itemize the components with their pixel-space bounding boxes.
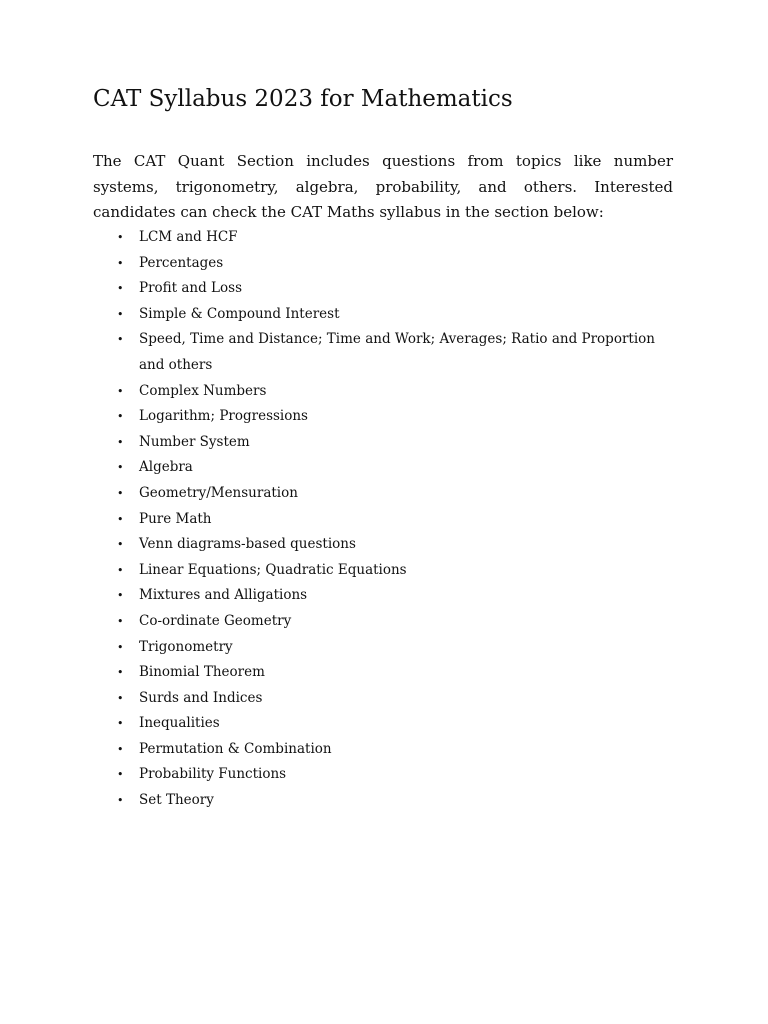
list-item xyxy=(93,327,673,378)
bullet-icon: • xyxy=(117,538,124,552)
list-item-label: Complex Numbers xyxy=(139,382,267,399)
bullet-icon: • xyxy=(117,563,124,577)
list-item xyxy=(93,507,673,533)
bullet-icon: • xyxy=(117,640,124,654)
list-item-label: Co-ordinate Geometry xyxy=(139,612,292,629)
bullet-icon: • xyxy=(117,256,124,270)
list-item-label: Simple & Compound Interest xyxy=(139,305,340,322)
list-item xyxy=(93,686,673,712)
list-item-label: Set Theory xyxy=(139,792,214,809)
bullet-icon: • xyxy=(117,333,124,347)
bullet-icon: • xyxy=(117,691,124,705)
list-item xyxy=(93,481,673,507)
list-item xyxy=(93,558,673,584)
list-item-label: Geometry/Mensuration xyxy=(139,484,298,501)
list-item xyxy=(93,583,673,609)
bullet-icon: • xyxy=(117,512,124,526)
list-item-label: Venn diagrams-based questions xyxy=(139,536,356,553)
bullet-icon: • xyxy=(117,794,124,808)
list-item-label: Mixtures and Alligations xyxy=(139,587,308,604)
list-item xyxy=(93,251,673,277)
list-item-label: Speed, Time and Distance; Time and Work; Averages; Ratio and Proportion and others xyxy=(139,331,655,373)
list-item-label: LCM and HCF xyxy=(139,229,238,245)
list-item xyxy=(93,430,673,456)
bullet-icon: • xyxy=(117,614,124,628)
bullet-icon: • xyxy=(117,435,124,449)
list-item xyxy=(93,276,673,302)
list-item xyxy=(93,609,673,635)
list-item xyxy=(93,302,673,328)
page-title: CAT Syllabus 2023 for Mathematics xyxy=(93,86,513,112)
bullet-icon: • xyxy=(117,666,124,680)
bullet-icon: • xyxy=(117,231,124,244)
list-item xyxy=(93,379,673,405)
list-item-label: Number System xyxy=(139,433,250,450)
list-item-label: Profit and Loss xyxy=(139,280,243,297)
list-item xyxy=(93,762,673,788)
bullet-icon: • xyxy=(117,282,124,296)
list-item-label: Percentages xyxy=(139,254,224,271)
bullet-icon: • xyxy=(117,742,124,756)
bullet-icon: • xyxy=(117,589,124,603)
list-item-label: Permutation & Combination xyxy=(139,740,332,757)
bullet-icon: • xyxy=(117,307,124,321)
bullet-icon: • xyxy=(117,768,124,782)
list-item-label: Linear Equations; Quadratic Equations xyxy=(139,561,407,578)
list-item-label: Algebra xyxy=(139,459,193,476)
list-item-label: Logarithm; Progressions xyxy=(139,408,308,425)
list-item xyxy=(93,737,673,763)
list-item xyxy=(93,404,673,430)
list-item xyxy=(93,225,673,251)
bullet-icon: • xyxy=(117,717,124,731)
bullet-icon: • xyxy=(117,486,124,500)
list-item xyxy=(93,455,673,481)
list-item-label: Surds and Indices xyxy=(139,689,263,706)
list-item-label: Probability Functions xyxy=(139,766,287,783)
list-item xyxy=(93,532,673,558)
list-item-label: Trigonometry xyxy=(139,638,233,655)
bullet-icon: • xyxy=(117,384,124,398)
topic-list xyxy=(93,225,673,814)
list-item-label: Binomial Theorem xyxy=(139,664,265,681)
bullet-icon: • xyxy=(117,461,124,475)
list-item xyxy=(93,660,673,686)
bullet-icon: • xyxy=(117,410,124,424)
list-item xyxy=(93,788,673,814)
list-item xyxy=(93,635,673,661)
list-item-label: Inequalities xyxy=(139,715,220,732)
list-item xyxy=(93,711,673,737)
intro-paragraph: The CAT Quant Section includes questions from topics like number systems, trigonometry, algebra, probability, and others. Interested candidates can check the CAT Maths syllabus in the section below: xyxy=(93,152,673,221)
list-item-label: Pure Math xyxy=(139,510,212,527)
